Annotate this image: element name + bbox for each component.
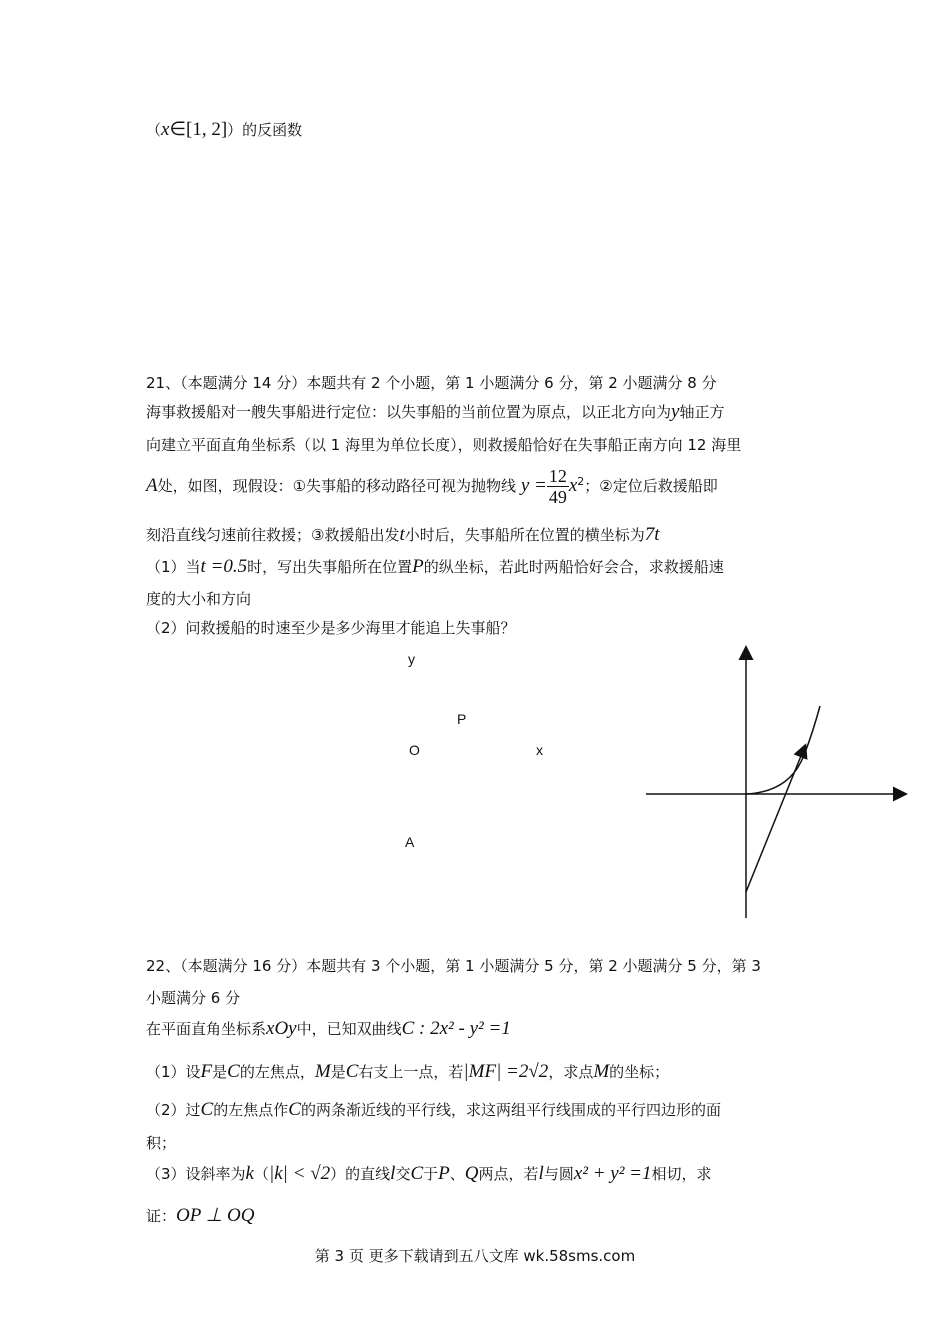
q22-header-cont: 小题满分 6 分 xyxy=(146,989,241,1007)
fig-label-x: x xyxy=(536,742,543,758)
q21-header: 21、（本题满分 14 分）本题共有 2 个小题，第 1 小题满分 6 分，第 2 小题满分 8 分 xyxy=(146,374,717,392)
q21-sub-1-cont: 度的大小和方向 xyxy=(146,590,252,608)
q22-sub-2-cont: 积； xyxy=(146,1134,177,1152)
top-fragment: （x∈[1, 2]）的反函数 xyxy=(146,119,303,140)
interval: [1, 2] xyxy=(186,119,228,140)
q21-para-1: 海事救援船对一艘失事船进行定位：以失事船的当前位置为原点，以正北方向为y轴正方 xyxy=(146,401,725,422)
fig-label-a: A xyxy=(405,834,415,850)
fig-label-o: O xyxy=(409,742,420,758)
parabola-graph xyxy=(640,640,920,930)
page-footer: 第 3 页 更多下载请到五八文库 wk.58sms.com xyxy=(314,1247,636,1265)
q22-sub-3: （3）设斜率为k（|k| < √2）的直线l交C于P、Q两点，若l与圆x² + y² =1相切，求 xyxy=(146,1163,712,1184)
q22-sub-3-cont: 证：OP ⊥ OQ xyxy=(146,1205,255,1226)
q21-para-2: 向建立平面直角坐标系（以 1 海里为单位长度），则救援船恰好在失事船正南方向 12 海里 xyxy=(146,436,742,454)
q21-para-4: 刻沿直线匀速前往救援；③救援船出发t小时后，失事船所在位置的横坐标为7t xyxy=(146,524,660,545)
q22-intro: 在平面直角坐标系xOy中，已知双曲线C : 2x² - y² =1 xyxy=(146,1018,511,1039)
q21-sub-1: （1）当t =0.5时，写出失事船所在位置P的纵坐标，若此时两船恰好会合，求救援船速 xyxy=(146,556,724,577)
fig-label-y: y xyxy=(408,651,415,667)
rescue-path-arrow xyxy=(746,746,805,892)
fraction: $\frac{12}{49}$ xyxy=(548,466,567,507)
var-x: x xyxy=(161,119,170,140)
q21-sub-2: （2）问救援船的时速至少是多少海里才能追上失事船？ xyxy=(146,619,516,637)
q22-sub-2: （2）过C的左焦点作C的两条渐近线的平行线，求这两组平行线围成的平行四边形的面 xyxy=(146,1099,721,1120)
parabola-curve xyxy=(746,706,820,794)
q22-header: 22、（本题满分 16 分）本题共有 3 个小题，第 1 小题满分 5 分，第 2 小题满分 5 分，第 3 xyxy=(146,957,761,975)
q21-para-3: A处，如图，现假设：①失事船的移动路径可视为抛物线 y = $\frac{12}{49}$ $x^2$；②定位后救援船即 xyxy=(146,466,718,507)
q22-sub-1: （1）设F是C的左焦点，M是C右支上一点，若|MF| =2√2，求点M的坐标； xyxy=(146,1061,670,1082)
hyperbola-equation: C : 2x² - y² =1 xyxy=(401,1018,511,1039)
fig-label-p: P xyxy=(457,711,467,727)
